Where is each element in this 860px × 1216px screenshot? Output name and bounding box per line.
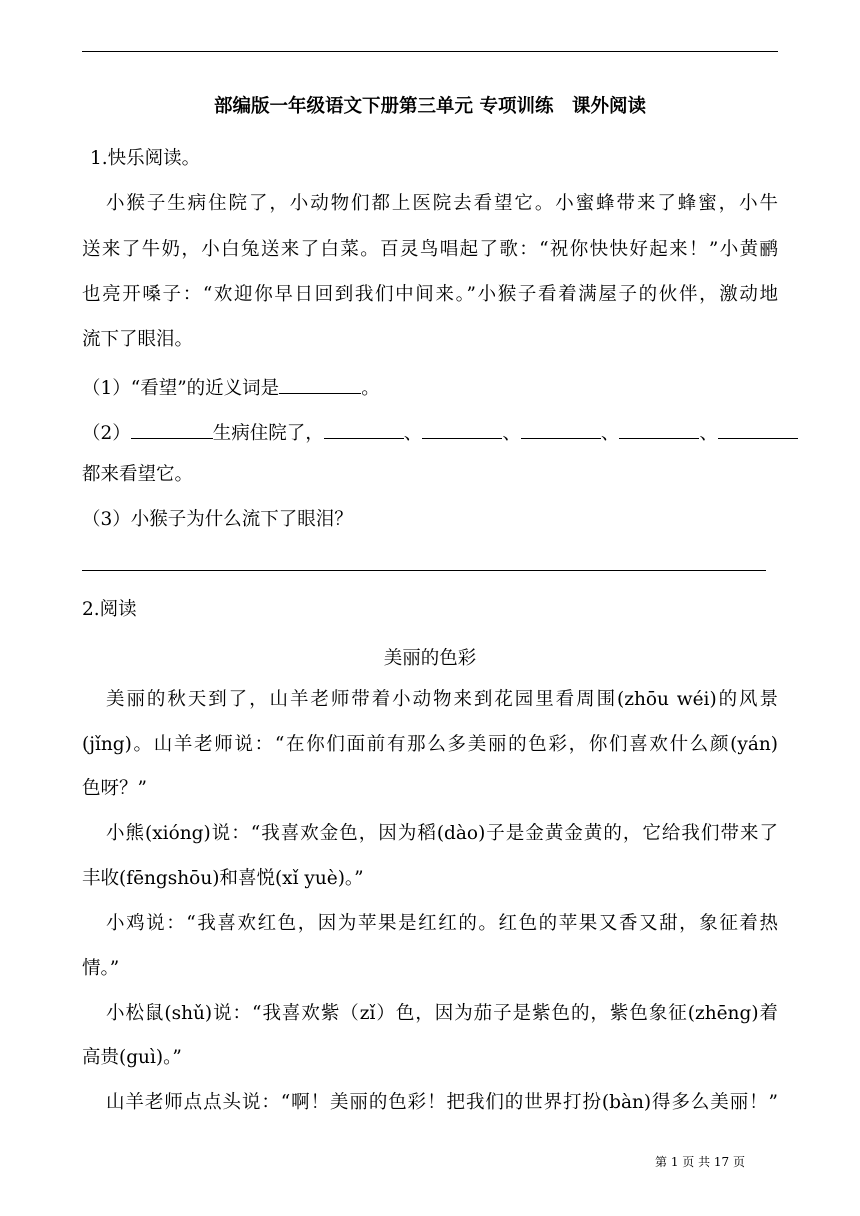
q1-passage-line-4: 流下了眼泪。 xyxy=(82,329,194,350)
sep-4: 、 xyxy=(699,423,718,444)
q1-sub2-blank-3[interactable] xyxy=(422,418,502,439)
q2-line-7: 情。” xyxy=(82,958,120,979)
q1-sub2-line2: 都来看望它。 xyxy=(82,464,194,485)
sep-2: 、 xyxy=(502,423,521,444)
q2-line-4: 小熊(xióng)说：“我喜欢金色，因为稻(dào)子是金黄金黄的，它给我们带来了 xyxy=(106,823,778,844)
q1-passage-line-2: 送来了牛奶，小白兔送来了白菜。百灵鸟唱起了歌：“祝你快快好起来！”小黄鹂 xyxy=(82,239,778,260)
q2-line-2: (jǐng)。山羊老师说：“在你们面前有那么多美丽的色彩，你们喜欢什么颜(yán) xyxy=(82,734,778,755)
q2-line-1: 美丽的秋天到了，山羊老师带着小动物来到花园里看周围(zhōu wéi)的风景 xyxy=(106,689,778,710)
q1-sub1-suffix: 。 xyxy=(361,378,380,399)
q1-passage-line-3: 也亮开嗓子：“欢迎你早日回到我们中间来。”小猴子看着满屋子的伙伴，激动地 xyxy=(82,284,778,305)
q2-line-8: 小松鼠(shǔ)说：“我喜欢紫（zǐ）色，因为茄子是紫色的，紫色象征(zhēng)着 xyxy=(106,1003,778,1024)
story-title: 美丽的色彩 xyxy=(383,648,477,669)
q1-sub2-blank-6[interactable] xyxy=(718,418,798,439)
q2-heading: 2.阅读 xyxy=(82,599,137,620)
header-rule xyxy=(82,51,778,52)
q2-line-6: 小鸡说：“我喜欢红色，因为苹果是红红的。红色的苹果又香又甜，象征着热 xyxy=(106,913,778,934)
page-number: 第 1 页 共 17 页 xyxy=(655,1155,745,1169)
page-title: 部编版一年级语文下册第三单元 专项训练 课外阅读 xyxy=(214,96,646,117)
q1-sub2 xyxy=(82,418,798,446)
sep-3: 、 xyxy=(600,423,620,444)
q1-sub1-blank[interactable] xyxy=(279,373,361,394)
q1-sub2-mid: 生病住院了， xyxy=(212,423,324,444)
q1-sub2-blank-4[interactable] xyxy=(521,418,601,439)
q2-line-10: 山羊老师点点头说：“啊！美丽的色彩！把我们的世界打扮(bàn)得多么美丽！” xyxy=(106,1092,778,1113)
q1-sub1 xyxy=(82,373,380,401)
q2-line-9: 高贵(guì)。” xyxy=(82,1047,182,1068)
q1-sub2-prefix: （2） xyxy=(82,423,131,444)
q1-sub1-prefix: （1）“看望”的近义词是 xyxy=(82,378,280,399)
q1-passage-line-1: 小猴子生病住院了，小动物们都上医院去看望它。小蜜蜂带来了蜂蜜，小牛 xyxy=(106,193,778,214)
q2-line-5: 丰收(fēngshōu)和喜悦(xǐ yuè)。” xyxy=(82,868,364,889)
q1-heading: 1.快乐阅读。 xyxy=(90,148,201,169)
q1-sub3-answer-line[interactable] xyxy=(82,570,766,571)
q1-sub3: （3）小猴子为什么流下了眼泪？ xyxy=(82,509,353,530)
q1-sub2-blank-5[interactable] xyxy=(619,418,699,439)
q1-sub2-blank-2[interactable] xyxy=(324,418,404,439)
sep-1: 、 xyxy=(403,423,423,444)
q1-sub2-blank-1[interactable] xyxy=(131,418,213,439)
q2-line-3: 色呀？” xyxy=(82,778,147,799)
